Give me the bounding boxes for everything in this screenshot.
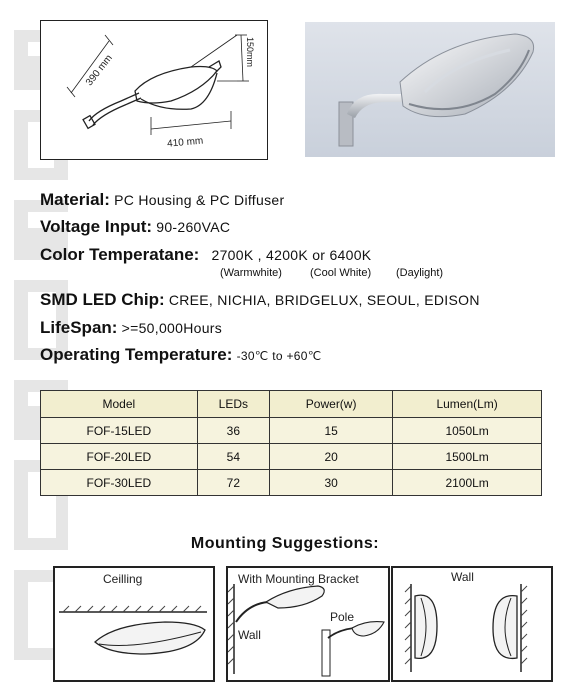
table-row bbox=[41, 444, 542, 470]
operating-temp-label: Operating Temperature: bbox=[40, 345, 233, 364]
cell-leds: 72 bbox=[197, 470, 269, 496]
model-table bbox=[40, 390, 542, 496]
bracket-label: With Mounting Bracket bbox=[238, 572, 359, 586]
dim-height-label: 150mm bbox=[245, 37, 255, 68]
operating-temp-value: -30℃ to +60℃ bbox=[236, 349, 322, 363]
wall-mount-drawing bbox=[393, 568, 551, 680]
panel-wall bbox=[391, 566, 553, 682]
mounting-title: Mounting Suggestions: bbox=[190, 535, 380, 552]
bracket-wall-label: Wall bbox=[238, 628, 261, 642]
cell-leds: 36 bbox=[197, 418, 269, 444]
cell-power: 30 bbox=[270, 470, 393, 496]
smd-chip-value: CREE, NICHIA, BRIDGELUX, SEOUL, EDISON bbox=[168, 292, 480, 308]
header-model: Model bbox=[41, 391, 198, 418]
dim-length-label: 390 mm bbox=[83, 52, 115, 89]
cell-lumen: 1050Lm bbox=[393, 418, 542, 444]
color-temp-note-daylight: (Daylight) bbox=[396, 267, 444, 279]
cell-model: FOF-30LED bbox=[41, 470, 198, 496]
cell-model: FOF-20LED bbox=[41, 444, 198, 470]
street-light-image bbox=[305, 22, 555, 157]
cell-power: 20 bbox=[270, 444, 393, 470]
panel-bracket bbox=[226, 566, 390, 682]
material-label: Material: bbox=[40, 190, 110, 209]
color-temp-value: 2700K , 4200K or 6400K bbox=[211, 247, 372, 263]
color-temp-note-cool: (Cool White) bbox=[310, 267, 372, 279]
pole-label: Pole bbox=[330, 610, 355, 624]
cell-lumen: 1500Lm bbox=[393, 444, 542, 470]
header-power: Power(w) bbox=[270, 391, 393, 418]
lifespan-value: >=50,000Hours bbox=[121, 320, 223, 336]
ceiling-label: Ceilling bbox=[103, 572, 143, 586]
material-value: PC Housing & PC Diffuser bbox=[114, 192, 285, 208]
voltage-value: 90-260VAC bbox=[156, 219, 231, 235]
header-leds: LEDs bbox=[197, 391, 269, 418]
voltage-label: Voltage Input: bbox=[40, 217, 153, 236]
color-temp-label: Color Temperatane: bbox=[40, 245, 200, 264]
table-row bbox=[41, 418, 542, 444]
table-row bbox=[41, 470, 542, 496]
cell-power: 15 bbox=[270, 418, 393, 444]
cell-lumen: 2100Lm bbox=[393, 470, 542, 496]
lifespan-label: LifeSpan: bbox=[40, 318, 118, 337]
wall-label: Wall bbox=[451, 570, 474, 584]
product-photo bbox=[305, 22, 555, 157]
table-header-row bbox=[41, 391, 542, 418]
color-temp-note-warm: (Warmwhite) bbox=[220, 267, 282, 279]
header-lumen: Lumen(Lm) bbox=[393, 391, 542, 418]
smd-chip-label: SMD LED Chip: bbox=[40, 290, 165, 309]
dim-width-label: 410 mm bbox=[166, 135, 204, 150]
cell-leds: 54 bbox=[197, 444, 269, 470]
panel-ceiling bbox=[53, 566, 215, 682]
lamp-outline-drawing bbox=[41, 21, 267, 159]
dimension-drawing bbox=[40, 20, 268, 160]
cell-model: FOF-15LED bbox=[41, 418, 198, 444]
